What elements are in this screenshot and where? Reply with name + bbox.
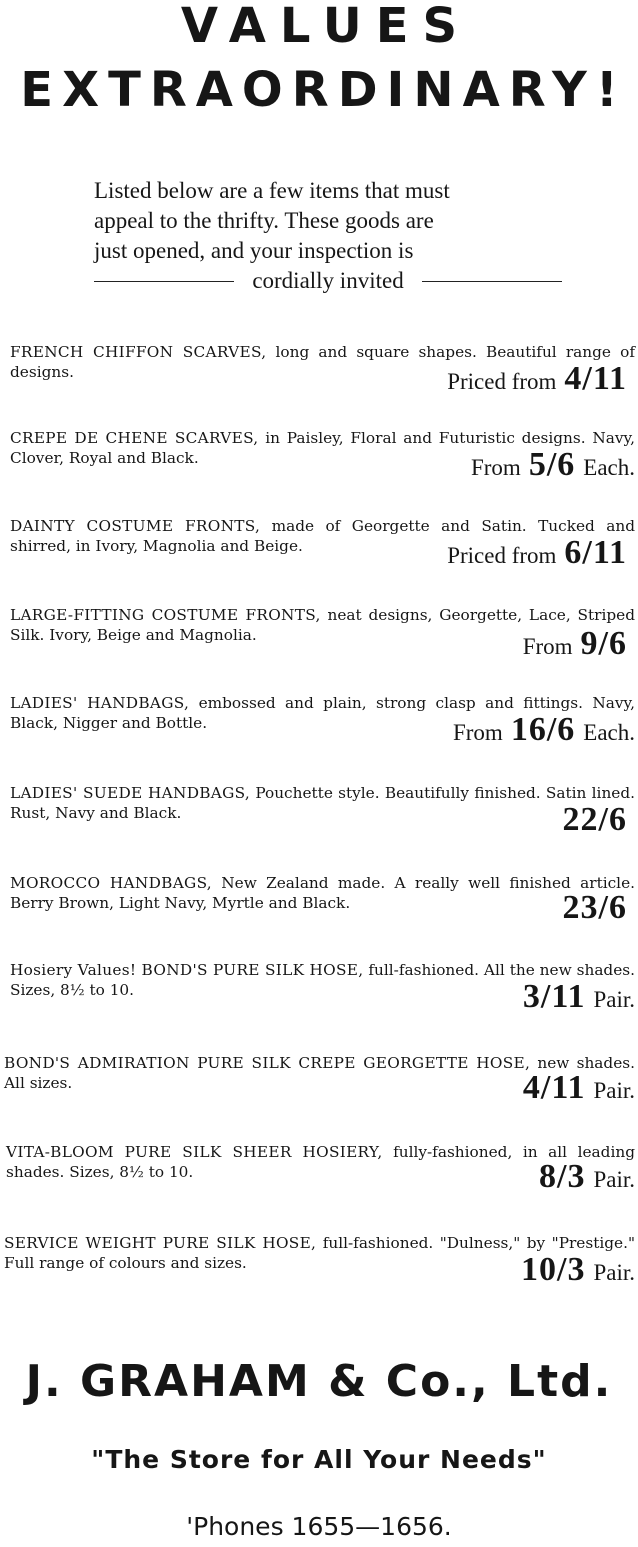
item-name: LARGE-FITTING COSTUME FRONTS,: [10, 606, 321, 624]
item-description: [10, 783, 635, 823]
price-block: [555, 889, 635, 927]
item-name: FRENCH CHIFFON SCARVES,: [10, 343, 267, 361]
price-value: 4/11: [564, 360, 627, 397]
price-block: [513, 1251, 635, 1289]
item-ladies-suede-handbags: [10, 783, 635, 843]
item-name: LADIES' SUEDE HANDBAGS,: [10, 784, 251, 802]
price-value: 22/6: [562, 801, 627, 838]
price-label: From: [522, 634, 573, 659]
item-crepe-de-chene-scarves: [10, 428, 635, 488]
price-value: 3/11: [522, 978, 586, 1015]
price-block: [447, 360, 635, 398]
item-details: full-fashioned. All the new shades. Sizes, 8½ to 10.: [10, 961, 635, 999]
item-dainty-costume-fronts: [10, 516, 635, 576]
price-block: [453, 711, 635, 749]
price-value: 23/6: [562, 889, 627, 926]
store-phones: 'Phones 1655—1656.: [186, 1512, 452, 1541]
store-slogan: "The Store for All Your Needs": [91, 1445, 547, 1474]
price-label: Priced from: [447, 543, 557, 568]
intro-line: appeal to the thrifty. These goods are: [94, 208, 434, 233]
headline-values: VALUES: [180, 0, 472, 54]
intro-paragraph: [94, 176, 562, 296]
item-bonds-pure-silk-hose: [10, 960, 635, 1020]
price-block: [447, 534, 635, 572]
item-details: long and square shapes. Beautiful range of designs.: [10, 343, 635, 381]
item-bonds-admiration-hose: [4, 1053, 635, 1113]
price-label: Priced from: [447, 369, 557, 394]
item-description: [10, 873, 635, 913]
headline-extraordinary: EXTRAORDINARY!: [20, 62, 627, 118]
intro-line: Listed below are a few items that must: [94, 178, 450, 203]
item-vita-bloom-hosiery: [6, 1142, 635, 1202]
price-unit: Pair.: [593, 1260, 635, 1285]
price-value: 16/6: [510, 711, 576, 748]
item-name: DAINTY COSTUME FRONTS,: [10, 517, 261, 535]
item-service-weight-hose: [4, 1233, 635, 1293]
intro-line: cordially invited: [252, 268, 404, 293]
price-block: [531, 1158, 635, 1196]
item-name: SERVICE WEIGHT PURE SILK HOSE,: [4, 1234, 317, 1252]
price-block: [471, 446, 635, 484]
price-unit: Each.: [583, 720, 635, 745]
price-unit: Pair.: [593, 1167, 635, 1192]
item-details: fully-fashioned, in all leading shades. Sizes, 8½ to 10.: [6, 1143, 636, 1181]
price-label: From: [470, 455, 521, 480]
item-name: CREPE DE CHENE SCARVES,: [10, 429, 259, 447]
price-value: 6/11: [564, 534, 627, 571]
intro-last-line: [94, 266, 562, 296]
price-value: 9/6: [580, 625, 627, 662]
price-unit: Pair.: [593, 1078, 635, 1103]
price-block: [523, 625, 635, 663]
item-name: Hosiery Values! BOND'S PURE SILK HOSE,: [10, 961, 364, 979]
item-details: in Paisley, Floral and Futuristic designs. Navy, Clover, Royal and Black.: [10, 429, 635, 467]
item-details: New Zealand made. A really well finished article. Berry Brown, Light Navy, Myrtle and Black.: [10, 874, 635, 912]
item-details: embossed and plain, strong clasp and fittings. Navy, Black, Nigger and Bottle.: [10, 694, 635, 732]
price-block: [555, 801, 635, 839]
item-details: full-fashioned. "Dulness," by "Prestige." Full range of colours and sizes.: [4, 1234, 635, 1272]
item-morocco-handbags: [10, 873, 635, 933]
item-ladies-handbags: [10, 693, 635, 753]
price-label: From: [452, 720, 503, 745]
item-name: VITA-BLOOM PURE SILK SHEER HOSIERY,: [6, 1143, 383, 1161]
item-name: LADIES' HANDBAGS,: [10, 694, 190, 712]
item-details: neat designs, Georgette, Lace, Striped Silk. Ivory, Beige and Magnolia.: [10, 606, 635, 644]
price-value: 5/6: [528, 446, 576, 483]
price-value: 10/3: [521, 1251, 586, 1288]
price-value: 8/3: [539, 1158, 586, 1195]
price-block: [515, 978, 635, 1016]
price-block: [515, 1069, 635, 1107]
store-name: J. GRAHAM & Co., Ltd.: [25, 1356, 613, 1407]
rule-left: [94, 281, 234, 282]
price-unit: Pair.: [593, 987, 635, 1012]
rule-right: [422, 281, 562, 282]
intro-line: just opened, and your inspection is: [94, 238, 414, 263]
item-french-chiffon-scarves: [10, 342, 635, 402]
price-value: 4/11: [522, 1069, 586, 1106]
item-details: Pouchette style. Beautifully finished. Satin lined. Rust, Navy and Black.: [10, 784, 635, 822]
price-unit: Each.: [583, 455, 635, 480]
item-name: MOROCCO HANDBAGS,: [10, 874, 212, 892]
item-name: BOND'S ADMIRATION PURE SILK CREPE GEORGETTE HOSE,: [4, 1054, 531, 1072]
item-details: made of Georgette and Satin. Tucked and shirred, in Ivory, Magnolia and Beige.: [10, 517, 635, 555]
item-large-fitting-costume-fronts: [10, 605, 635, 665]
item-details: new shades. All sizes.: [4, 1054, 635, 1092]
